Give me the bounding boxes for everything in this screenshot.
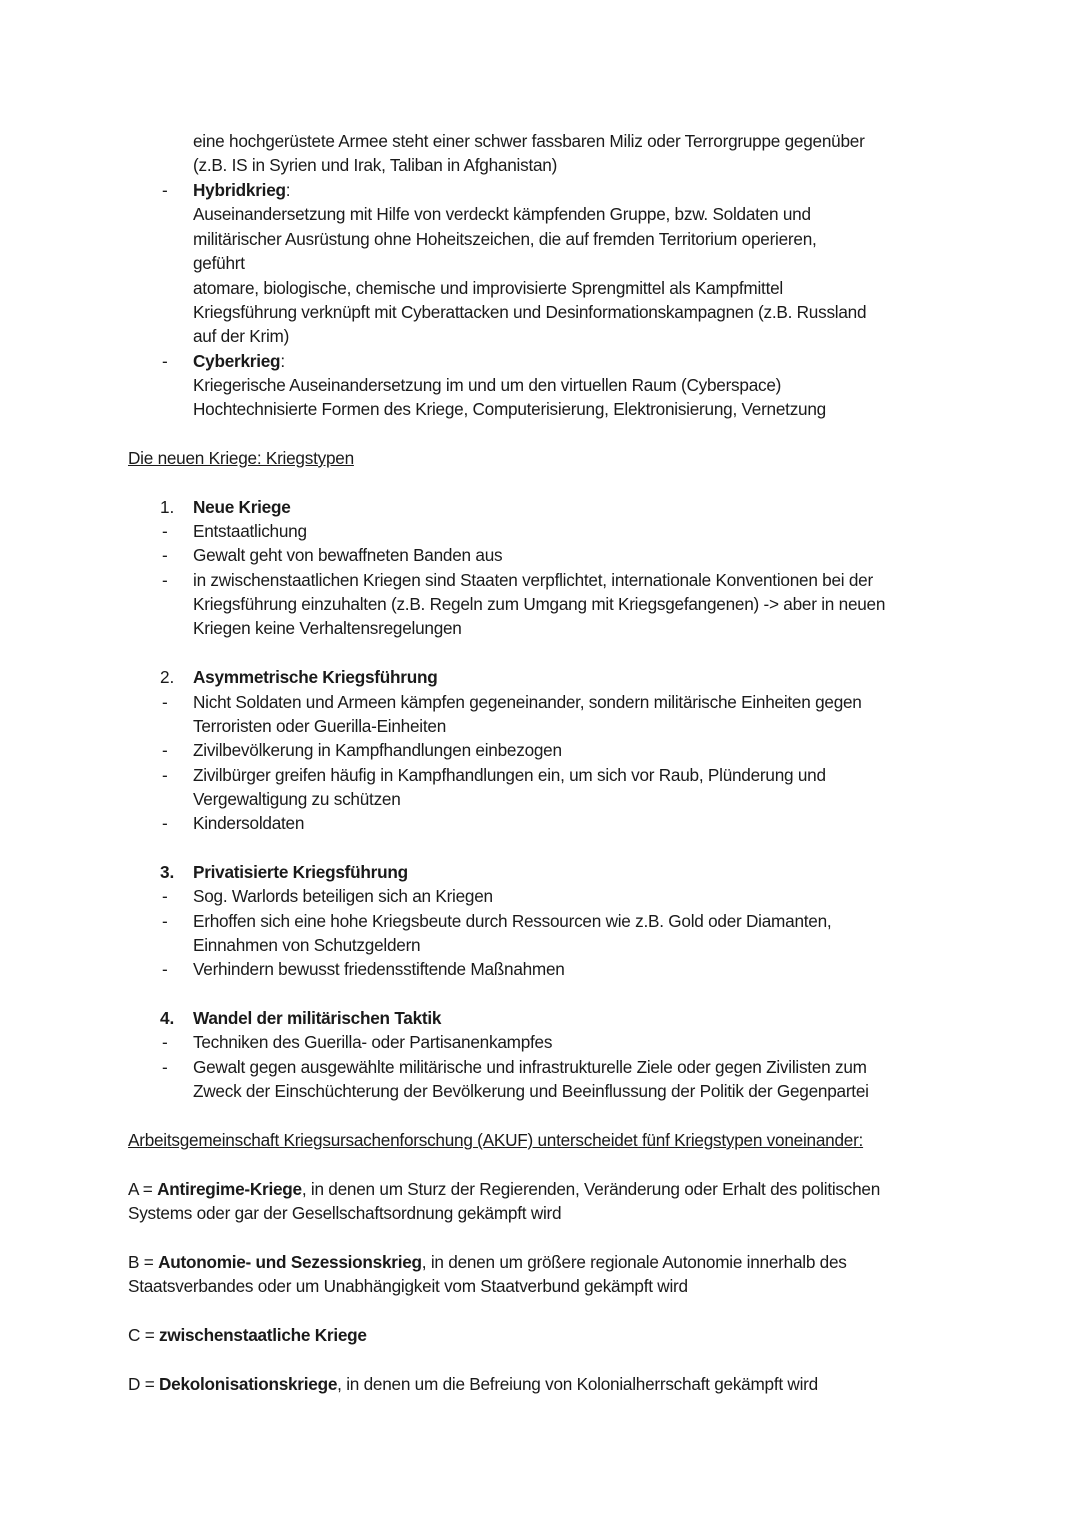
bullet-dash: - (162, 911, 168, 931)
list-number: 1. (160, 497, 175, 517)
bullet-dash: - (162, 886, 168, 906)
item-title-text: Neue Kriege (193, 497, 291, 517)
type-term: zwischenstaatliche Kriege (159, 1325, 367, 1345)
war-type-c (128, 1323, 367, 1347)
bullet-dash: - (162, 180, 168, 200)
bullet-text: Nicht Soldaten und Armeen kämpfen gegeneinander, sondern militärische Einheiten gegen (193, 692, 862, 712)
text-line: auf der Krim) (193, 326, 290, 346)
text-line: Hochtechnisierte Formen des Kriege, Computerisierung, Elektronisierung, Vernetzung (193, 399, 826, 419)
bullet-text: Kriegen keine Verhaltensregelungen (193, 618, 462, 638)
term-colon: : (280, 351, 285, 371)
item-title-text: Asymmetrische Kriegsführung (193, 667, 438, 687)
bullet-text: Einnahmen von Schutzgeldern (193, 935, 421, 955)
bullet-text: Terroristen oder Guerilla-Einheiten (193, 716, 447, 736)
bullet-text: Kriegsführung einzuhalten (z.B. Regeln zum Umgang mit Kriegsgefangenen) -> aber in neuen (193, 594, 886, 614)
text-line: Auseinandersetzung mit Hilfe von verdeckt kämpfenden Gruppe, bzw. Soldaten und (193, 204, 811, 224)
list-item-title (193, 495, 291, 519)
bullet-text: Erhoffen sich eine hohe Kriegsbeute durch Ressourcen wie z.B. Gold oder Diamanten, (193, 911, 832, 931)
bullet-dash: - (162, 813, 168, 833)
type-prefix: A = (128, 1179, 158, 1199)
term-title: Hybridkrieg (193, 180, 286, 200)
bullet-text: Sog. Warlords beteiligen sich an Kriegen (193, 886, 493, 906)
bullet-dash: - (162, 692, 168, 712)
war-type-b (128, 1250, 847, 1274)
term-heading-hybridkrieg (193, 178, 290, 202)
bullet-dash: - (162, 959, 168, 979)
type-description: , in denen um Sturz der Regierenden, Veränderung oder Erhalt des politischen (301, 1179, 881, 1199)
bullet-dash: - (162, 351, 168, 371)
text-line: militärischer Ausrüstung ohne Hoheitszeichen, die auf fremden Territorium operieren, (193, 229, 817, 249)
text-line: eine hochgerüstete Armee steht einer schwer fassbaren Miliz oder Terrorgruppe gegenüber (193, 131, 865, 151)
type-description: , in denen um größere regionale Autonomie innerhalb des (421, 1252, 847, 1272)
bullet-text: Techniken des Guerilla- oder Partisanenkampfes (193, 1032, 553, 1052)
section-heading: Arbeitsgemeinschaft Kriegsursachenforschung (AKUF) unterscheidet fünf Kriegstypen voneinander: (128, 1130, 864, 1150)
war-type-d (128, 1372, 818, 1396)
war-type-a (128, 1177, 880, 1201)
text-line: atomare, biologische, chemische und improvisierte Sprengmittel als Kampfmittel (193, 278, 783, 298)
term-colon: : (285, 180, 291, 200)
bullet-dash: - (162, 545, 168, 565)
type-prefix: D = (128, 1374, 159, 1394)
type-term: Autonomie- und Sezessionskrieg (158, 1252, 422, 1272)
type-prefix: B = (128, 1252, 159, 1272)
text-line: (z.B. IS in Syrien und Irak, Taliban in Afghanistan) (193, 155, 558, 175)
bullet-text: Zivilbürger greifen häufig in Kampfhandlungen ein, um sich vor Raub, Plünderung und (193, 765, 826, 785)
bullet-text: Gewalt geht von bewaffneten Banden aus (193, 545, 503, 565)
section-heading: Die neuen Kriege: Kriegstypen (128, 448, 354, 468)
text-line: Systems oder gar der Gesellschaftsordnung gekämpft wird (128, 1203, 562, 1223)
bullet-dash: - (162, 740, 168, 760)
list-number: 2. (160, 667, 175, 687)
bullet-dash: - (162, 1032, 168, 1052)
bullet-text: Zivilbevölkerung in Kampfhandlungen einbezogen (193, 740, 562, 760)
list-item-title (193, 665, 437, 689)
list-item-title (193, 860, 408, 884)
bullet-text: Kindersoldaten (193, 813, 305, 833)
bullet-text: in zwischenstaatlichen Kriegen sind Staaten verpflichtet, internationale Konventionen bei der (193, 570, 873, 590)
term-title: Cyberkrieg (193, 351, 281, 371)
bullet-dash: - (162, 521, 168, 541)
list-item-title (193, 1006, 441, 1030)
list-number: 3. (160, 862, 175, 882)
bullet-dash: - (162, 1057, 168, 1077)
bullet-text: Vergewaltigung zu schützen (193, 789, 401, 809)
bullet-text: Zweck der Einschüchterung der Bevölkerung und Beeinflussung der Politik der Gegenpartei (193, 1081, 869, 1101)
bullet-text: Entstaatlichung (193, 521, 307, 541)
bullet-dash: - (162, 570, 168, 590)
bullet-dash: - (162, 765, 168, 785)
type-term: Dekolonisationskriege (159, 1374, 338, 1394)
bullet-text: Verhindern bewusst friedensstiftende Maßnahmen (193, 959, 565, 979)
type-description: , in denen um die Befreiung von Kolonialherrschaft gekämpft wird (337, 1374, 818, 1394)
term-heading-cyberkrieg (193, 349, 285, 373)
item-title-text: Privatisierte Kriegsführung (193, 862, 408, 882)
text-line: Kriegerische Auseinandersetzung im und um den virtuellen Raum (Cyberspace) (193, 375, 782, 395)
type-prefix: C = (128, 1325, 159, 1345)
text-line: Kriegsführung verknüpft mit Cyberattacken und Desinformationskampagnen (z.B. Russland (193, 302, 867, 322)
text-line: Staatsverbandes oder um Unabhängigkeit vom Staatverbund gekämpft wird (128, 1276, 688, 1296)
text-line: geführt (193, 253, 245, 273)
type-term: Antiregime-Kriege (157, 1179, 302, 1199)
list-number: 4. (160, 1008, 175, 1028)
bullet-text: Gewalt gegen ausgewählte militärische und infrastrukturelle Ziele oder gegen Zivilisten zum (193, 1057, 867, 1077)
item-title-text: Wandel der militärischen Taktik (193, 1008, 442, 1028)
